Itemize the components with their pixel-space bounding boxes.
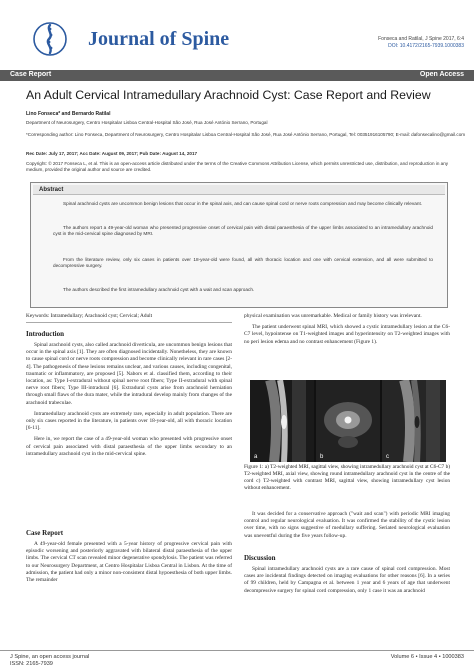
introduction-body (26, 342, 232, 458)
abstract-box (30, 182, 448, 308)
footer-journal-info (10, 654, 89, 668)
article-type-bar (0, 70, 474, 81)
svg-text:b: b (320, 454, 324, 460)
footer-journal: J Spine, an open access journal (10, 654, 90, 660)
paragraph: Intramedullary arachnoid cysts are extremely rare, especially in adult population. There are only six cases reported in the literature, in patients over 18-year-old, all with thoracic location [6-11]. (26, 410, 232, 432)
publication-dates: Rec Date: July 17, 2017; Acc Date: August 09, 2017; Pub Date: August 14, 2017 (26, 151, 198, 156)
doi-link[interactable]: DOI: 10.4172/2165-7939.1000383 (388, 43, 464, 49)
mri-sagittal-image-a (250, 380, 314, 462)
abstract-paragraph: The authors described the first intramedullary arachnoid cyst with a wait and scan approach. (63, 287, 255, 292)
citation-block (378, 36, 464, 50)
abstract-paragraph: The authors report a 49-year-old woman who presented progressive onset of cervical pain with distal paraesthesia of the upper limbs associated to an intramedullary arachnoid cyst in the mid-cervical spine diagnosed by MRI. (53, 225, 433, 237)
svg-text:c: c (386, 454, 389, 460)
copyright-notice: Copyright: © 2017 Fonseca L, et al. This is an open-access article distributed under the terms of the Creative Commons Attribution License, which permits unrestricted use, distribution, and reproduction in any medium, provided the original author and source are credited. (26, 161, 449, 173)
journal-header (0, 0, 474, 70)
paragraph: The patient underwent spinal MRI, which showed a cystic intramedullary lesion at the C6-C7 level, hypointense on T1-weighted images and hyperintensity on T2-weighted images with no peri lesion edema and no contrast enhancement (Figure 1). (244, 324, 450, 345)
author-list: Lino Fonseca* and Bernardo Ratilal (26, 111, 111, 117)
footer-volume: Volume 6 • Issue 4 • 1000383 (390, 654, 464, 660)
paragraph: It was decided for a conservative approach ("wait and scan") with periodic MRI imaging control and regular neurological evaluation. It was confirmed the stability of the cystic lesion over time, with no signs suggestive of medullary suffering. Seriated neurological evaluation was uneventful during the five years follow-up. (244, 511, 450, 539)
journal-logo-icon (32, 20, 72, 58)
mri-sagittal-contrast-image-c (382, 380, 446, 462)
discussion-body (244, 566, 450, 595)
abstract-paragraph: From the literature review, only six cases in patients over 18-year-old were found, all with thoracic location and one with cervical extension, and all were submitted to decompressive surgery. (53, 257, 433, 269)
corresponding-author: *Corresponding author: Lino Fonseca, Department of Neurosurgery, Centro Hospitalar Lisboa Central-Hospital São José, Rua José António Serrano, Portugal, Tel: 00351916105790; E-mail: dafonsecalino@gmail.com (26, 132, 466, 137)
introduction-heading: Introduction (26, 330, 64, 338)
abstract-heading: Abstract (33, 185, 445, 195)
citation-text: Fonseca and Ratilal, J Spine 2017, 6:4 (378, 36, 464, 42)
paragraph: A 49-year-old female presented with a 5-year history of progressive cervical pain with episodic worsening and posteriorly aggravated with bilateral distal paraesthesia of the upper limbs. The cervical CT scan revealed minor degenerative spondylosis. The patient was referred to our Neurosurgery Department, at Centro Hospitalar Lisboa Central in Lisbon. At the time of admission, the patient had only a minor non-consistent distal hypoesthesia of both upper limbs. The remainder (26, 541, 232, 584)
page-footer (0, 650, 474, 670)
section-label: Case Report (10, 71, 52, 78)
right-column-text (244, 313, 450, 346)
figure-1-caption: Figure 1: a) T2-weighted MRI, sagittal view, showing intramedullary arachnoid cyst at C6-C7 b) T2-weighted MRI, axial view, showing round intramedullary arachnoid cyst in the centre of the cord c) T2-weighted with contrast MRI, sagittal view, showing intramedullary cyst lesion without enhancement. (244, 464, 450, 491)
paragraph: Here in, we report the case of a 49-year-old woman who presented with progressive onset of cervical pain associated with distal paraesthesia of the upper limbs secondary to an intramedullary arachnoid cyst in the mid-cervical spine. (26, 436, 232, 457)
open-access-label: Open Access (419, 71, 464, 78)
journal-name: Journal of Spine (88, 28, 230, 50)
paragraph: Spinal intramedullary arachnoid cysts are a rare cause of spinal cord compression. Most cases are incidental findings detected on imaging evaluations for other reasons [6]. In a series of 99 children, held by Campagna et al. between 1 year and 6 years of age that underwent decompressive surgery for spinal cord compression, only 1 case it was an arachnoid (244, 566, 450, 594)
right-column-followup (244, 511, 450, 540)
case-report-heading: Case Report (26, 529, 64, 537)
paragraph: Spinal arachnoid cysts, also called arachnoid diverticula, are uncommon benign lesions that occur in the spinal axis [1]. They are often diagnosed incidentally. Nonetheless, they are known to cause spinal cord or nerve roots compression and become clinically relevant in rare cases [2-4]. The pathogenesis of these lesions remains unclear, and various causes, including congenital, traumatic or inflammatory, are proposed [5]. Nabors et al. classified them, according to their location, as: Type I-extradural without spinal nerve root fibers; Type II-extradural with spinal nerve root fibers; Type III-intradural [6]. Extradural cysts arise from arachnoid herniation through small flaws of the dura mater, while the intradural develop mainly from changes of the arachnoid trabeculae. (26, 342, 232, 406)
abstract-paragraph: Spinal arachnoid cysts are uncommon benign lesions that occur in the spinal axis, and can cause spinal cord or nerve roots compression and may become clinically relevant. (63, 201, 423, 206)
paragraph: physical examination was unremarkable. Medical or family history was irrelevant. (244, 313, 422, 319)
case-report-body (26, 541, 232, 584)
department-affiliation: Department of Neurosurgery, Centro Hospitalar Lisboa Central-Hospital São José, Rua José António Serrano, Portugal (26, 120, 268, 125)
mri-axial-image-b (316, 380, 380, 462)
keywords: Keywords: Intramedullary; Arachnoid cyst; Cervical; Adult (26, 313, 232, 323)
svg-text:a: a (254, 454, 258, 460)
footer-issn: ISSN: 2165-7939 (10, 661, 53, 667)
discussion-heading: Discussion (244, 554, 276, 562)
article-title: An Adult Cervical Intramedullary Arachnoid Cyst: Case Report and Review (26, 88, 431, 102)
figure-1-mri (250, 380, 446, 462)
